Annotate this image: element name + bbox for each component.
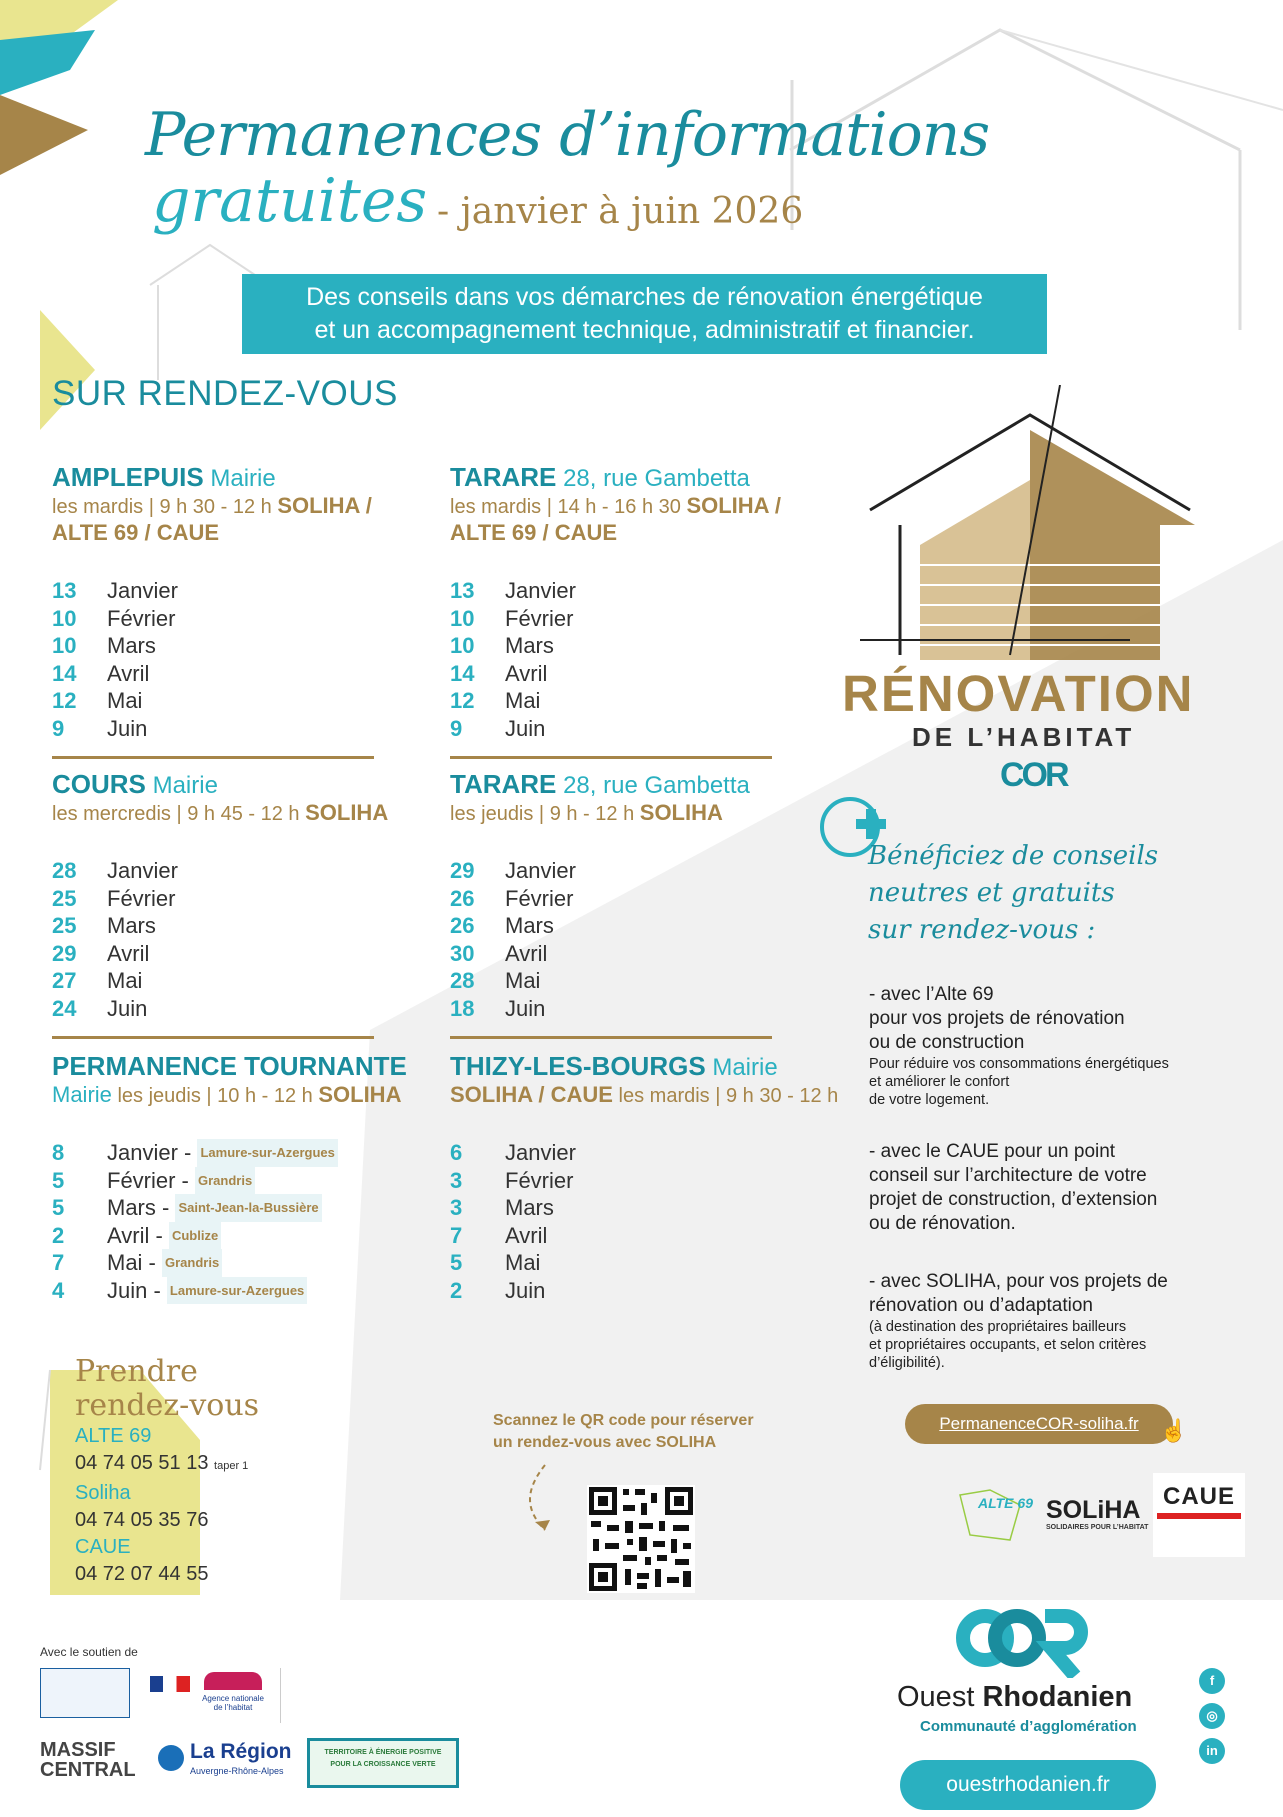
town-name: TARARE [450, 462, 557, 492]
list-item: 29 Janvier [450, 858, 576, 883]
list-item: 25 Février [52, 885, 176, 911]
schedule-tournante [52, 1052, 452, 1304]
list-item: 9 Juin [52, 715, 148, 741]
list-item: 3 Mars [450, 1195, 554, 1220]
location-tag: Saint-Jean-la-Bussière [175, 1194, 321, 1222]
list-item: 3 Février [450, 1167, 574, 1193]
instagram-icon[interactable]: ◎ [1199, 1703, 1225, 1729]
location-tag: Lamure-sur-Azergues [197, 1139, 337, 1167]
side-caue: - avec le CAUE pour un point conseil sur l’architecture de votre projet de construction, d’extension ou de rénovation. [869, 1141, 1158, 1234]
region-icon [158, 1745, 184, 1771]
list-item: 13 Janvier [52, 578, 178, 603]
contact-label-caue: CAUE [75, 1536, 131, 1558]
renovation-subtitle: DE L’HABITAT [912, 722, 1136, 752]
town-place: Mairie [152, 772, 218, 799]
list-item: 7 Mai - Grandris [52, 1249, 452, 1277]
tepcv-logo: TERRITOIRE À ÉNERGIE POSITIVE POUR LA CROISSANCE VERTE [307, 1738, 459, 1788]
banner-line-1: Des conseils dans vos démarches de rénovation énergétique [306, 283, 983, 311]
linkedin-icon[interactable]: in [1199, 1738, 1225, 1764]
cor-subtitle: Communauté d’agglomération [920, 1718, 1137, 1735]
schedule-time: les mardis | 9 h 30 - 12 h [52, 496, 272, 518]
contact-phone-alte[interactable]: 04 74 05 51 13 [75, 1452, 209, 1474]
town-name: COURS [52, 769, 146, 799]
location-tag: Grandris [195, 1167, 255, 1195]
region-logo-sub: Auvergne-Rhône-Alpes [190, 1766, 284, 1776]
schedule-org: SOLIHA [305, 800, 389, 825]
list-item: 6 Janvier [450, 1140, 576, 1165]
list-item: 14 Avril [52, 660, 150, 686]
list-item: 2 Avril - Cublize [52, 1222, 452, 1250]
town-name: TARARE [450, 769, 557, 799]
side-heading: Bénéficiez de conseils neutres et gratuits sur rendez-vous : [868, 841, 1159, 945]
soliha-link[interactable]: PermanenceCOR-soliha.fr [905, 1404, 1173, 1444]
anah-logo: Agence nationale de l’habitat [198, 1668, 268, 1720]
sur-rendez-vous-heading: SUR RENDEZ-VOUS [52, 374, 398, 413]
list-item: 29 Avril [52, 940, 150, 966]
schedule-cours [52, 770, 452, 1022]
list-item: 8 Janvier - Lamure-sur-Azergues [52, 1139, 452, 1167]
list-item: 5 Mai [450, 1250, 541, 1275]
date-list [52, 577, 452, 742]
town-name: AMPLEPUIS [52, 462, 204, 492]
list-item: 10 Février [52, 605, 176, 631]
town-place: Mairie [210, 465, 276, 492]
qr-code[interactable] [587, 1485, 695, 1593]
schedule-time: les jeudis | 9 h - 12 h [450, 803, 635, 825]
town-place: Mairie [712, 1054, 778, 1081]
contact-phone-caue[interactable]: 04 72 07 44 55 [75, 1563, 209, 1585]
schedule-time: les jeudis | 10 h - 12 h [117, 1085, 313, 1107]
website-link[interactable]: ouestrhodanien.fr [900, 1760, 1156, 1810]
divider [52, 1036, 374, 1039]
contact-phone-soliha[interactable]: 04 74 05 35 76 [75, 1509, 209, 1531]
list-item: 28 Mai [450, 968, 541, 993]
date-list [52, 857, 452, 1022]
schedule-time: les mercredis | 9 h 45 - 12 h [52, 803, 300, 825]
support-label: Avec le soutien de [40, 1645, 138, 1659]
page-title: Permanences d’informations [145, 100, 990, 170]
list-item: 2 Juin [450, 1277, 546, 1303]
location-tag: Grandris [162, 1249, 222, 1277]
schedule-org-2: ALTE 69 / CAUE [450, 520, 618, 545]
soutenu-par-logos [280, 1668, 400, 1723]
list-item: 30 Avril [450, 940, 548, 966]
side-soliha: - avec SOLIHA, pour vos projets de rénovation ou d’adaptation (à destination des propriétaires bailleurs et propriétaires occupants, et selon critères d’éligibilité). [869, 1271, 1168, 1371]
schedule-org: SOLIHA [318, 1082, 402, 1107]
list-item: 24 Juin [52, 995, 148, 1021]
schedule-time: les mardis | 9 h 30 - 12 h [618, 1085, 839, 1107]
intro-banner [242, 274, 1047, 354]
list-item: 10 Mars [450, 633, 554, 658]
list-item: 18 Juin [450, 995, 546, 1021]
list-item: 10 Mars [52, 633, 156, 658]
date-list [450, 1139, 830, 1304]
schedule-amplepuis [52, 463, 452, 742]
soliha-logo-sub: SOLIDAIRES POUR L’HABITAT [1046, 1524, 1149, 1531]
contact-title: Prendre rendez-vous [75, 1354, 260, 1423]
divider [52, 756, 374, 759]
schedule-tarare-jeudi [450, 770, 850, 1022]
divider [450, 756, 772, 759]
list-item: 5 Mars - Saint-Jean-la-Bussière [52, 1194, 452, 1222]
side-alte: - avec l’Alte 69 pour vos projets de rénovation ou de construction Pour réduire vos consommations énergétiques et améliorer le confort de votre logement. [869, 984, 1169, 1108]
list-item: 14 Avril [450, 660, 548, 686]
banner-line-2: et un accompagnement technique, administratif et financier. [314, 316, 975, 344]
list-item: 10 Février [450, 605, 574, 631]
list-item: 25 Mars [52, 913, 156, 938]
list-item: 26 Février [450, 885, 574, 911]
renovation-title: RÉNOVATION [842, 665, 1195, 722]
cor-small-logo: COR [1000, 756, 1067, 794]
alte69-logo: ALTE 69 [950, 1485, 1035, 1545]
list-item: 12 Mai [52, 688, 143, 713]
schedule-tarare-mardi [450, 463, 850, 742]
republique-logo [140, 1668, 200, 1718]
contact-label-soliha: Soliha [75, 1482, 131, 1504]
list-item: 27 Mai [52, 968, 143, 993]
cor-name: Ouest Rhodanien [897, 1681, 1133, 1713]
list-item: 12 Mai [450, 688, 541, 713]
date-list [450, 577, 850, 742]
list-item: 26 Mars [450, 913, 554, 938]
schedule-org-2: ALTE 69 / CAUE [52, 520, 220, 545]
schedule-time: les mardis | 14 h - 16 h 30 [450, 496, 681, 518]
cursor-icon: ☝ [1160, 1418, 1188, 1443]
list-item: 13 Janvier [450, 578, 576, 603]
list-item: 9 Juin [450, 715, 546, 741]
town-name: THIZY-LES-BOURGS [450, 1051, 706, 1081]
page-period: - janvier à juin 2026 [437, 191, 804, 232]
date-list [450, 857, 850, 1022]
schedule-org: SOLIHA / [277, 493, 372, 518]
page-title-gratuites: gratuites [152, 166, 428, 236]
caue-logo: CAUE [1153, 1473, 1245, 1557]
list-item: 4 Juin - Lamure-sur-Azergues [52, 1277, 452, 1305]
schedule-org: SOLIHA [639, 800, 723, 825]
contact-label-alte: ALTE 69 [75, 1425, 152, 1447]
list-item: 7 Avril [450, 1222, 548, 1248]
town-place: 28, rue Gambetta [563, 772, 750, 799]
massif-central-logo: MASSIF CENTRAL [40, 1739, 136, 1781]
schedule-org: SOLIHA / [686, 493, 781, 518]
contact-list: ALTE 69 04 74 05 51 13 taper 1 Soliha 04 74 05 35 76 CAUE 04 72 07 44 55 [75, 1423, 248, 1588]
schedule-place: Mairie [52, 1082, 112, 1107]
date-list [52, 1139, 452, 1304]
region-logo: La Région [190, 1740, 292, 1763]
europe-logo [40, 1668, 130, 1718]
town-name: PERMANENCE TOURNANTE [52, 1051, 407, 1081]
location-tag: Lamure-sur-Azergues [167, 1277, 307, 1305]
location-tag: Cublize [169, 1222, 221, 1250]
list-item: 5 Février - Grandris [52, 1167, 452, 1195]
soliha-logo: SOLiHA [1046, 1496, 1141, 1524]
renovation-house-illustration [860, 385, 1200, 665]
divider [450, 1036, 772, 1039]
schedule-thizy [450, 1051, 839, 1304]
facebook-icon[interactable]: f [1199, 1668, 1225, 1694]
qr-instructions: Scannez le QR code pour réserver un rendez-vous avec SOLIHA [493, 1412, 754, 1451]
town-place: 28, rue Gambetta [563, 465, 750, 492]
schedule-org: SOLIHA / CAUE [450, 1082, 613, 1107]
list-item: 28 Janvier [52, 858, 178, 883]
cor-logo [955, 1598, 1095, 1678]
